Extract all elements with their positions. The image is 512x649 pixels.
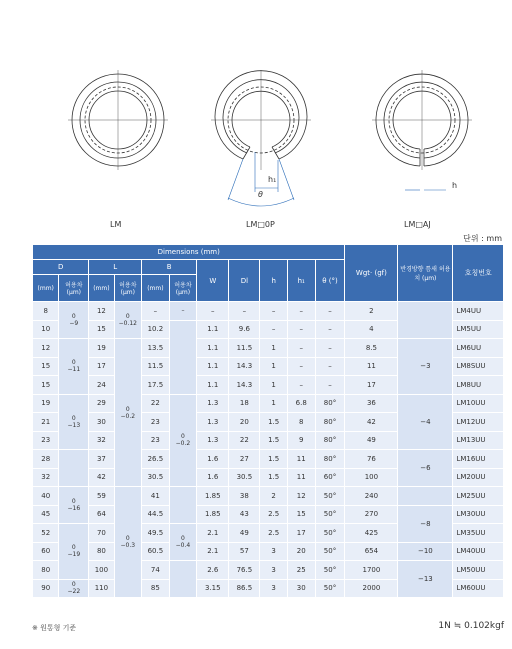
wgt-cell: 240 bbox=[345, 487, 398, 506]
b-tol: 허용차 (μm) bbox=[169, 275, 197, 302]
b-tol-cell: 0 −0.4 bbox=[169, 524, 197, 561]
d-cell: 10 bbox=[33, 320, 59, 339]
table-row bbox=[33, 505, 504, 524]
spec-table bbox=[32, 244, 504, 598]
wgt-cell: 2 bbox=[345, 302, 398, 321]
h-cell: 1 bbox=[260, 339, 288, 358]
h-cell: 1.5 bbox=[260, 450, 288, 469]
d-cell: 90 bbox=[33, 579, 59, 598]
table-row bbox=[33, 339, 504, 358]
h-cell: 3 bbox=[260, 542, 288, 561]
wgt-cell: 8.5 bbox=[345, 339, 398, 358]
l-header: L bbox=[89, 260, 142, 275]
wgt-cell: 1700 bbox=[345, 561, 398, 580]
l-cell: 12 bbox=[89, 302, 114, 321]
b-mm: (mm) bbox=[142, 275, 170, 302]
b-header: B bbox=[142, 260, 197, 275]
w-cell: 2.1 bbox=[197, 524, 229, 543]
theta-cell: 80° bbox=[315, 394, 345, 413]
d-cell: 80 bbox=[33, 561, 59, 580]
radial-cell bbox=[398, 487, 453, 506]
h-cell: 1.5 bbox=[260, 431, 288, 450]
dl-cell: 43 bbox=[229, 505, 260, 524]
h-cell: 2.5 bbox=[260, 505, 288, 524]
l-cell: 29 bbox=[89, 394, 114, 413]
w-cell: 2.1 bbox=[197, 542, 229, 561]
dl-header: Dl bbox=[229, 260, 260, 302]
theta-cell: – bbox=[315, 339, 345, 358]
d-tol: 허용차 (μm) bbox=[59, 275, 89, 302]
b-cell: 49.5 bbox=[142, 524, 170, 543]
radial-cell: −8 bbox=[398, 505, 453, 542]
b-cell: 41 bbox=[142, 487, 170, 506]
theta-cell: 80° bbox=[315, 413, 345, 432]
model-cell: LM16UU bbox=[453, 450, 504, 469]
table-row bbox=[33, 394, 504, 413]
l-cell: 100 bbox=[89, 561, 114, 580]
d-tol-cell: 0 −22 bbox=[59, 579, 89, 598]
radial-cell: −4 bbox=[398, 394, 453, 450]
h-cell: 2.5 bbox=[260, 524, 288, 543]
d-tol-cell bbox=[59, 450, 89, 487]
model-cell: LM20UU bbox=[453, 468, 504, 487]
h1-cell: 9 bbox=[287, 431, 315, 450]
theta-cell: – bbox=[315, 302, 345, 321]
theta-cell: 50° bbox=[315, 524, 345, 543]
wgt-cell: 42 bbox=[345, 413, 398, 432]
radial-cell: −13 bbox=[398, 561, 453, 598]
b-cell: 13.5 bbox=[142, 339, 170, 358]
w-cell: – bbox=[197, 302, 229, 321]
unit-label: 단위 : mm bbox=[463, 234, 502, 243]
b-cell: – bbox=[142, 302, 170, 321]
model-cell: LM25UU bbox=[453, 487, 504, 506]
model-cell: LM4UU bbox=[453, 302, 504, 321]
h-cell: 3 bbox=[260, 561, 288, 580]
theta-cell: 50° bbox=[315, 487, 345, 506]
h-label: h bbox=[452, 181, 458, 190]
table-row bbox=[33, 450, 504, 469]
h1-cell: – bbox=[287, 376, 315, 395]
d-cell: 32 bbox=[33, 468, 59, 487]
lmaj-diagram bbox=[372, 70, 472, 190]
theta-cell: 50° bbox=[315, 505, 345, 524]
model-cell: LM8SUU bbox=[453, 357, 504, 376]
table-row bbox=[33, 302, 504, 321]
l-cell: 15 bbox=[89, 320, 114, 339]
l-cell: 19 bbox=[89, 339, 114, 358]
l-cell: 30 bbox=[89, 413, 114, 432]
d-cell: 28 bbox=[33, 450, 59, 469]
d-cell: 40 bbox=[33, 487, 59, 506]
wgt-cell: 49 bbox=[345, 431, 398, 450]
model-cell: LM35UU bbox=[453, 524, 504, 543]
theta-label: θ bbox=[258, 190, 263, 199]
theta-cell: – bbox=[315, 376, 345, 395]
lmaj-caption: LM□AJ bbox=[404, 220, 431, 229]
h1-cell: – bbox=[287, 320, 315, 339]
b-tol-cell bbox=[169, 487, 197, 524]
d-mm: (mm) bbox=[33, 275, 59, 302]
l-cell: 24 bbox=[89, 376, 114, 395]
d-cell: 21 bbox=[33, 413, 59, 432]
b-cell: 17.5 bbox=[142, 376, 170, 395]
h1-cell: 17 bbox=[287, 524, 315, 543]
l-cell: 17 bbox=[89, 357, 114, 376]
model-header: 호칭번호 bbox=[453, 245, 504, 302]
b-cell: 10.2 bbox=[142, 320, 170, 339]
l-mm: (mm) bbox=[89, 275, 114, 302]
theta-cell: 80° bbox=[315, 450, 345, 469]
dl-cell: 11.5 bbox=[229, 339, 260, 358]
radial-cell: −10 bbox=[398, 542, 453, 561]
h-cell: 2 bbox=[260, 487, 288, 506]
w-cell: 1.6 bbox=[197, 450, 229, 469]
w-cell: 1.1 bbox=[197, 357, 229, 376]
model-cell: LM6UU bbox=[453, 339, 504, 358]
dl-cell: 49 bbox=[229, 524, 260, 543]
h-cell: 1.5 bbox=[260, 468, 288, 487]
wgt-cell: 36 bbox=[345, 394, 398, 413]
model-cell: LM60UU bbox=[453, 579, 504, 598]
h1-cell: 11 bbox=[287, 450, 315, 469]
lmop-caption: LM□0P bbox=[246, 220, 275, 229]
h1-cell: – bbox=[287, 302, 315, 321]
l-cell: 59 bbox=[89, 487, 114, 506]
lmop-diagram bbox=[211, 70, 311, 206]
h1-header: h₁ bbox=[287, 260, 315, 302]
model-cell: LM30UU bbox=[453, 505, 504, 524]
dl-cell: 57 bbox=[229, 542, 260, 561]
b-cell: 30.5 bbox=[142, 468, 170, 487]
w-header: W bbox=[197, 260, 229, 302]
dl-cell: 20 bbox=[229, 413, 260, 432]
l-cell: 70 bbox=[89, 524, 114, 543]
dl-cell: 86.5 bbox=[229, 579, 260, 598]
w-cell: 2.6 bbox=[197, 561, 229, 580]
d-cell: 45 bbox=[33, 505, 59, 524]
dl-cell: 14.3 bbox=[229, 357, 260, 376]
conversion-note: 1N ≒ 0.102kgf bbox=[438, 621, 504, 631]
dl-cell: 18 bbox=[229, 394, 260, 413]
theta-cell: – bbox=[315, 357, 345, 376]
d-tol-cell: 0 −11 bbox=[59, 339, 89, 395]
lm-diagram bbox=[68, 70, 168, 170]
dl-cell: 14.3 bbox=[229, 376, 260, 395]
wgt-cell: 270 bbox=[345, 505, 398, 524]
h-cell: 1 bbox=[260, 394, 288, 413]
b-cell: 74 bbox=[142, 561, 170, 580]
b-cell: 44.5 bbox=[142, 505, 170, 524]
h1-cell: 12 bbox=[287, 487, 315, 506]
dl-cell: 30.5 bbox=[229, 468, 260, 487]
wgt-cell: 654 bbox=[345, 542, 398, 561]
d-header: D bbox=[33, 260, 89, 275]
d-cell: 19 bbox=[33, 394, 59, 413]
w-cell: 1.1 bbox=[197, 320, 229, 339]
radial-cell bbox=[398, 302, 453, 339]
h-cell: 1 bbox=[260, 376, 288, 395]
w-cell: 1.1 bbox=[197, 339, 229, 358]
w-cell: 1.85 bbox=[197, 487, 229, 506]
w-cell: 1.1 bbox=[197, 376, 229, 395]
d-tol-cell: 0 −9 bbox=[59, 302, 89, 339]
h1-label: h₁ bbox=[268, 175, 277, 184]
l-cell: 37 bbox=[89, 450, 114, 469]
d-tol-cell: 0 −13 bbox=[59, 394, 89, 450]
d-tol-cell: 0 −19 bbox=[59, 524, 89, 580]
b-cell: 23 bbox=[142, 413, 170, 432]
theta-cell: 50° bbox=[315, 561, 345, 580]
wgt-cell: 4 bbox=[345, 320, 398, 339]
table-row bbox=[33, 487, 504, 506]
h-cell: 1 bbox=[260, 357, 288, 376]
theta-cell: 60° bbox=[315, 468, 345, 487]
b-cell: 23 bbox=[142, 431, 170, 450]
h-cell: – bbox=[260, 320, 288, 339]
table-row bbox=[33, 561, 504, 580]
dl-cell: – bbox=[229, 302, 260, 321]
d-cell: 8 bbox=[33, 302, 59, 321]
w-cell: 1.3 bbox=[197, 431, 229, 450]
b-tol-cell bbox=[169, 561, 197, 598]
footnote: ※ 원통형 기준 bbox=[32, 624, 77, 632]
l-cell: 80 bbox=[89, 542, 114, 561]
b-cell: 85 bbox=[142, 579, 170, 598]
model-cell: LM40UU bbox=[453, 542, 504, 561]
h1-cell: 8 bbox=[287, 413, 315, 432]
wgt-cell: 2000 bbox=[345, 579, 398, 598]
d-cell: 60 bbox=[33, 542, 59, 561]
h1-cell: – bbox=[287, 357, 315, 376]
w-cell: 3.15 bbox=[197, 579, 229, 598]
d-tol-cell: 0 −16 bbox=[59, 487, 89, 524]
h-cell: 1.5 bbox=[260, 413, 288, 432]
model-cell: LM13UU bbox=[453, 431, 504, 450]
h-cell: – bbox=[260, 302, 288, 321]
l-tol-cell: 0 −0.2 bbox=[114, 339, 142, 487]
dl-cell: 27 bbox=[229, 450, 260, 469]
table-row bbox=[33, 542, 504, 561]
l-cell: 64 bbox=[89, 505, 114, 524]
wgt-cell: 100 bbox=[345, 468, 398, 487]
theta-cell: – bbox=[315, 320, 345, 339]
d-cell: 15 bbox=[33, 357, 59, 376]
b-cell: 60.5 bbox=[142, 542, 170, 561]
h1-cell: 11 bbox=[287, 468, 315, 487]
dimensions-header: Dimensions (mm) bbox=[33, 245, 345, 260]
l-tol-cell: 0 −0.3 bbox=[114, 487, 142, 598]
b-cell: 26.5 bbox=[142, 450, 170, 469]
table-body bbox=[33, 302, 504, 598]
model-cell: LM12UU bbox=[453, 413, 504, 432]
h1-cell: 15 bbox=[287, 505, 315, 524]
w-cell: 1.3 bbox=[197, 394, 229, 413]
d-cell: 52 bbox=[33, 524, 59, 543]
wgt-header: Wgt· (gf) bbox=[345, 245, 398, 302]
model-cell: LM5UU bbox=[453, 320, 504, 339]
d-cell: 15 bbox=[33, 376, 59, 395]
w-cell: 1.85 bbox=[197, 505, 229, 524]
wgt-cell: 17 bbox=[345, 376, 398, 395]
radial-header: 반경방향 틈새 허용치 (μm) bbox=[398, 245, 453, 302]
theta-cell: 50° bbox=[315, 579, 345, 598]
h1-cell: 30 bbox=[287, 579, 315, 598]
b-tol-cell: – bbox=[169, 302, 197, 321]
lm-caption: LM bbox=[110, 220, 122, 229]
theta-cell: 80° bbox=[315, 431, 345, 450]
wgt-cell: 76 bbox=[345, 450, 398, 469]
h1-cell: – bbox=[287, 339, 315, 358]
theta-header: θ (°) bbox=[315, 260, 345, 302]
l-tol: 허용차 (μm) bbox=[114, 275, 142, 302]
b-tol-cell bbox=[169, 320, 197, 394]
h1-cell: 25 bbox=[287, 561, 315, 580]
theta-cell: 50° bbox=[315, 542, 345, 561]
dl-cell: 38 bbox=[229, 487, 260, 506]
h1-cell: 20 bbox=[287, 542, 315, 561]
l-cell: 32 bbox=[89, 431, 114, 450]
model-cell: LM50UU bbox=[453, 561, 504, 580]
dl-cell: 22 bbox=[229, 431, 260, 450]
l-tol-cell: 0 −0.12 bbox=[114, 302, 142, 339]
wgt-cell: 425 bbox=[345, 524, 398, 543]
b-tol-cell: 0 −0.2 bbox=[169, 394, 197, 487]
model-cell: LM8UU bbox=[453, 376, 504, 395]
dl-cell: 76.5 bbox=[229, 561, 260, 580]
h-header: h bbox=[260, 260, 288, 302]
d-cell: 12 bbox=[33, 339, 59, 358]
l-cell: 42 bbox=[89, 468, 114, 487]
radial-cell: −6 bbox=[398, 450, 453, 487]
model-cell: LM10UU bbox=[453, 394, 504, 413]
radial-cell: −3 bbox=[398, 339, 453, 395]
w-cell: 1.3 bbox=[197, 413, 229, 432]
w-cell: 1.6 bbox=[197, 468, 229, 487]
bearing-diagrams bbox=[0, 70, 512, 240]
h1-cell: 6.8 bbox=[287, 394, 315, 413]
b-cell: 22 bbox=[142, 394, 170, 413]
dl-cell: 9.6 bbox=[229, 320, 260, 339]
l-cell: 110 bbox=[89, 579, 114, 598]
b-cell: 11.5 bbox=[142, 357, 170, 376]
wgt-cell: 11 bbox=[345, 357, 398, 376]
h-cell: 3 bbox=[260, 579, 288, 598]
d-cell: 23 bbox=[33, 431, 59, 450]
